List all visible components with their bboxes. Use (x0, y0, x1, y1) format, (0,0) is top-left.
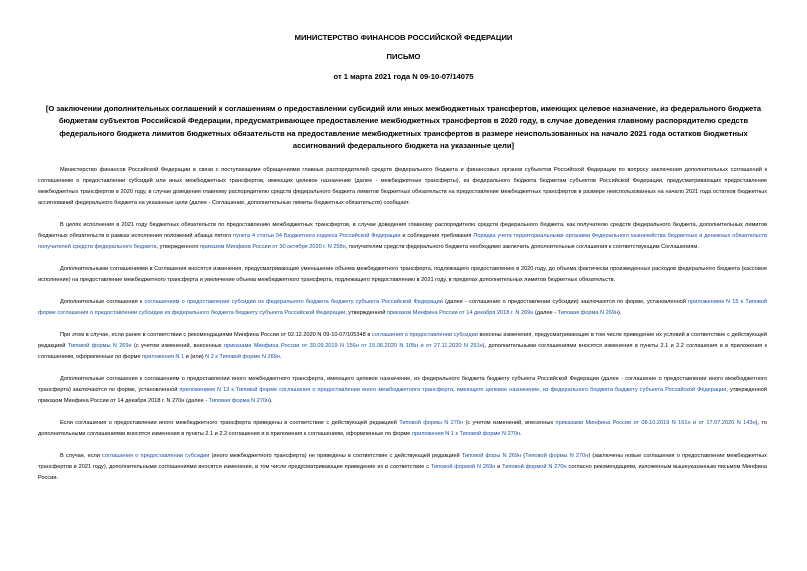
link-appendix-1[interactable]: приложения N 1 (142, 354, 185, 360)
paragraph-text: ). (618, 310, 622, 316)
link-form-269n[interactable]: Типовой формы N 269н (67, 343, 132, 349)
link-treasury-accounting-order[interactable]: Порядка учета территориальными органами Федерального казначейства бюджетных и денежных обязательств получателей средств федерального бюджета (38, 233, 767, 250)
paragraph-text: (с учетом изменений, внесенных (463, 420, 556, 426)
paragraph-text: (далее - соглашение о предоставлении субсидии) заключаются по форме, установленной (442, 299, 689, 305)
paragraph-text: и (или) (184, 354, 206, 360)
link-appendix-15[interactable]: приложением N 15 к Типовой форме соглашения о предоставлении субсидии из федерального бюджета бюджету субъекта Российской Федерации (38, 299, 767, 316)
link-form-269n[interactable]: Типовая форма N 269н (557, 310, 619, 316)
paragraph-5 (38, 330, 767, 363)
paragraph-text: (с учетом изменений, внесенных (131, 343, 224, 349)
document-body (38, 165, 767, 495)
link-form-270n[interactable]: Типовой формой N 270н (502, 464, 567, 470)
paragraph-text: , получателям средств федерального бюджета необходимо заключить дополнительные соглашения к соответствующим Соглашениям. (345, 244, 699, 250)
paragraph-6 (38, 374, 767, 407)
paragraph-text: В целях исполнения в 2021 году бюджетных обязательств по предоставлению межбюджетных трансфертов, в случае доведения главному распорядителю средств федерального бюджета, как получателю средств федерального бюджета, дополнительных лимитов бюджетных обязательств в рамках исполнения положений абзаца пятого (38, 222, 767, 239)
link-amending-orders[interactable]: приказами Минфина России от 30.09.2019 N 156н от 15.06.2020 N 105н и от 27.11.2020 N 291н (223, 343, 483, 349)
paragraph-text: Дополнительными соглашениями в Соглашения вносятся изменения, предусматривающие уменьшение объема межбюджетного трансферта, подлежащего предоставлению в 2020 году, до объема фактически произведенных расходов федерального бюджета (кассовое исполнение) на предоставление межбюджетного трансферта и увеличение объема межбюджетного трансферта, подлежащего предоставлению в 2021 году, в пределах дополнительных лимитов бюджетных обязательств. (38, 266, 767, 283)
link-form-270n[interactable]: Типовой формы N 270н (399, 420, 464, 426)
paragraph-text: . (279, 354, 282, 360)
link-appendix-13[interactable]: приложением N 13 к Типовой форме соглашения о предоставлении иного межбюджетного трансферта, имеющего целевое назначение, из федерального бюджета бюджету субъекта Российской Федерации (179, 387, 727, 393)
paragraph-text: Министерство финансов Российской Федерации в связи с поступающими обращениями главных распорядителей средств федерального бюджета и финансовых органов субъектов Российской Федерации по вопросу заключения дополнительных соглашений к соглашениям о предоставлении субсидий или иных межбюджетных трансфертов, имеющих целевое назначение (далее - межбюджетные трансферты), из федерального бюджета бюджетам субъектов Российской Федерации, предусматривающих предоставление межбюджетных трансфертов в 2020 году, в случае доведения главному распорядителю средств федерального бюджета лимитов бюджетных обязательств на предоставление межбюджетных трансфертов в размере неиспользованных на начало 2021 года остатков бюджетных ассигнований федерального бюджета на указанные цели (далее - Соглашение, дополнительные лимиты бюджетных обязательств) сообщает. (38, 167, 767, 206)
link-order-258n[interactable]: приказом Минфина России от 30 октября 2020 г. N 258н (200, 244, 346, 250)
paragraph-text: , утвержденного (156, 244, 201, 250)
link-form-269n[interactable]: Типовой форы N 269н (461, 453, 522, 459)
link-form-270n[interactable]: Типовой формы N 270н (525, 453, 589, 459)
paragraph-text: ). (269, 398, 273, 404)
paragraph-text: Если соглашения о предоставлении иного межбюджетного трансферта приведены в соответствие с действующей редакцией (60, 420, 400, 426)
link-form-270n[interactable]: Типовая форма N 270н (208, 398, 270, 404)
paragraph-text: ), то дополнительными соглашениями вносятся изменения в пункты 2.1 и 2.2 соглашения и в приложения к соглашениям, оформленные по форме (38, 420, 767, 437)
paragraph-text: и соблюдения требования (400, 233, 474, 239)
paragraph-8 (38, 451, 767, 484)
link-subsidy-agreements[interactable]: соглашения о предоставлении субсидии (372, 332, 478, 338)
paragraph-text: Дополнительные соглашения к соглашениям о предоставлении иного межбюджетного трансферта, имеющего целевое назначение, из федерального бюджета бюджету субъекта Российской Федерации (далее - соглашение о предоставлении иного межбюджетного трансферта) заключаются по форме, установленной (38, 376, 767, 393)
ministry-name: МИНИСТЕРСТВО ФИНАНСОВ РОССИЙСКОЙ ФЕДЕРАЦИИ (294, 33, 513, 42)
paragraph-text: . (520, 431, 522, 437)
paragraph-text: ) (заключены новые соглашения о предоставлении межбюджетных трансфертов в 2021 году), дополнительными соглашениями вносятся изменения, в том числе предусматривающие приведение их в соответствие с (38, 453, 767, 470)
paragraph-text: внесены изменения, предусматривающие в том числе приведение их условий в соответствие с действующей редакцией (38, 332, 767, 349)
paragraph-1 (38, 165, 767, 209)
link-subsidy-agreements[interactable]: соглашениям о предоставлении субсидии из федерального бюджета бюджету субъекта Российской Федерации (144, 299, 443, 305)
link-appendix-2[interactable]: N 2 к Типовой форме N 269н (205, 354, 280, 360)
link-budget-code-article-94[interactable]: пункта 4 статьи 94 Бюджетного кодекса Российской Федерации (233, 233, 401, 239)
link-subsidy-agreements[interactable]: соглашения о предоставлении субсидии (102, 453, 210, 459)
document-subject: [О заключении дополнительных соглашений к соглашениям о предоставлении субсидий или иных межбюджетных трансфертов, имеющих целевое назначение, из федерального бюджета бюджетам субъектов Российской Федерации, предусматривающее предоставление межбюджетных трансфертов в 2020 году, в случае доведения главному распорядителю средств федерального бюджета лимитов бюджетных обязательств на предоставление межбюджетных трансфертов в размере неиспользованных на начало 2021 года остатков бюджетных ассигнований федерального бюджета на указанные цели] (45, 104, 762, 150)
link-amending-orders-270n[interactable]: приказами Минфина России от 08.10.2019 N 161н и от 17.07.2020 N 143н (555, 420, 756, 426)
paragraph-3 (38, 264, 767, 286)
paragraph-text: В случае, если (60, 453, 103, 459)
paragraph-text: При этом в случае, если ранее в соответствии с рекомендациями Минфина России от 02.12.2020 N 09-10-07/105348 в (60, 332, 372, 338)
document-type: ПИСЬМО (386, 52, 421, 61)
paragraph-text: , утвержденной приказом Минфина России от 14 декабря 2018 г. N 270н (далее - (38, 387, 767, 404)
paragraph-2 (38, 220, 767, 253)
link-appendix-1-270n[interactable]: приложения N 1 к Типовой форме N 270н (411, 431, 520, 437)
document-date-number: от 1 марта 2021 года N 09-10-07/14075 (333, 72, 474, 81)
link-form-269n[interactable]: Типовой формой N 269н (430, 464, 496, 470)
paragraph-text: , утвержденной (345, 310, 387, 316)
paragraph-7 (38, 418, 767, 440)
paragraph-text: согласно рекомендациям, изложенным вышеуказанным письмом Минфина России. (38, 464, 767, 481)
paragraph-text: ( (521, 453, 526, 459)
paragraph-text: Дополнительные соглашения к (60, 299, 145, 305)
paragraph-text: ), дополнительными соглашениями вносятся изменения в пункты 2.1 и 2.2 соглашения и в приложения к соглашениям, оформленные по форме (38, 343, 768, 360)
paragraph-text: и (495, 464, 503, 470)
paragraph-4 (38, 297, 767, 319)
paragraph-text: (далее - (533, 310, 558, 316)
paragraph-text: (иного межбюджетного трансферта) не приведены в соответствие с действующей редакцией (209, 453, 462, 459)
link-order-269n[interactable]: приказом Минфина России от 14 декабря 2018 г. N 269н (386, 310, 534, 316)
